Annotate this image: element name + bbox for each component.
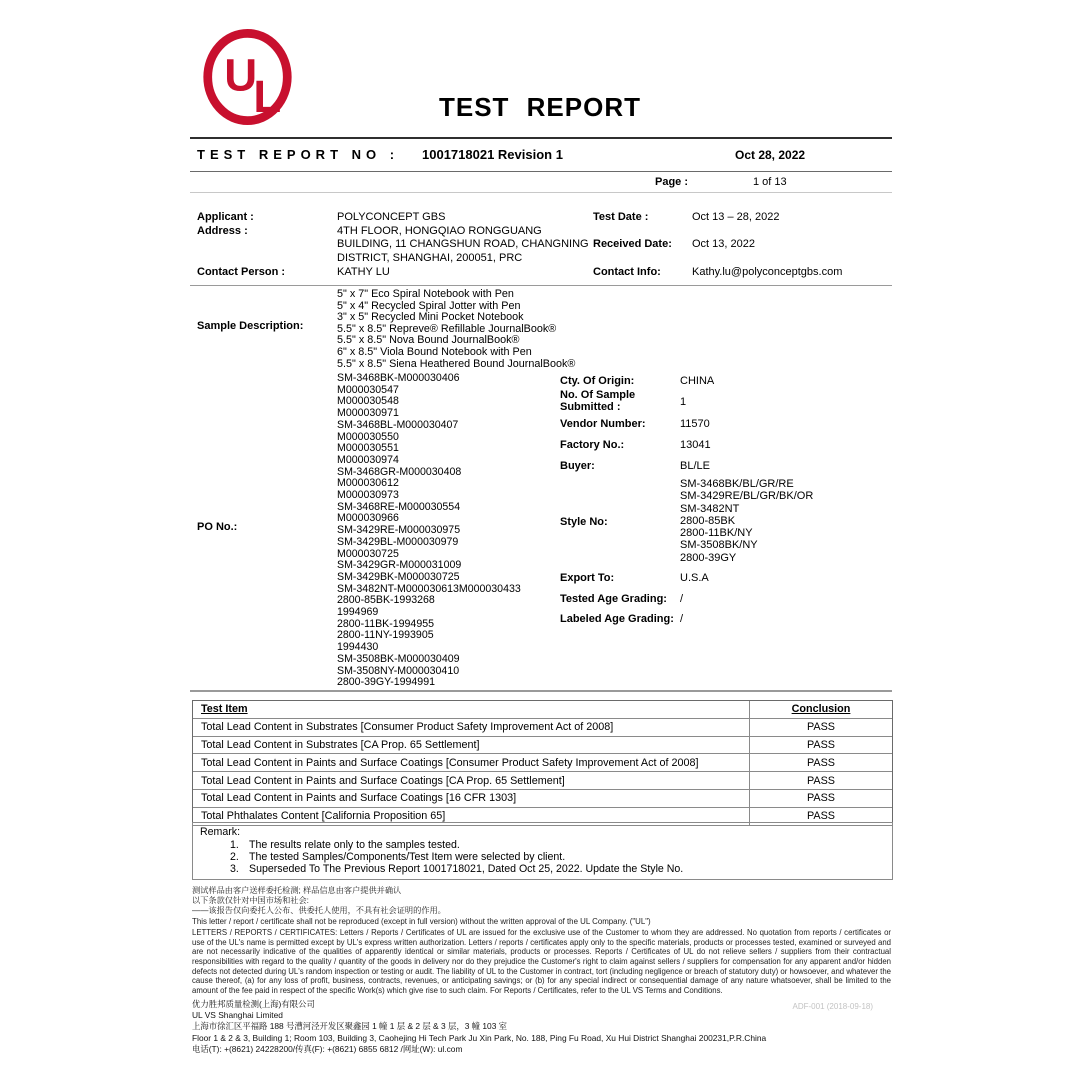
footer-section bbox=[192, 999, 891, 1055]
export-to-label: Export To: bbox=[560, 572, 615, 584]
labeled-age-grading-label: Labeled Age Grading: bbox=[560, 613, 674, 625]
disclaimer-cn-line2: 以下条款仅针对中国市场和社会: bbox=[192, 896, 309, 906]
sample-description-list bbox=[337, 289, 575, 370]
conclusion-cell: PASS bbox=[806, 756, 835, 769]
report-no-value: 1001718021 Revision 1 bbox=[422, 147, 563, 162]
po-number: SM-3429BL-M000030979 bbox=[337, 535, 459, 548]
style-no-value: 2800-11BK/NY bbox=[680, 527, 753, 540]
po-number: SM-3508NY-M000030410 bbox=[337, 664, 460, 677]
remark-item-number: 2. bbox=[230, 851, 239, 864]
remark-list bbox=[193, 839, 892, 875]
sample-description-line: 5.5" x 8.5" Siena Heathered Bound JournalBook® bbox=[337, 357, 576, 370]
footer-contact: 电话(T): +(8621) 24228200/传真(F): +(8621) 6855 6812 /网址(W): ul.com bbox=[192, 1043, 463, 1054]
table-row bbox=[193, 754, 892, 772]
results-table bbox=[192, 700, 893, 826]
buyer-value: BL/LE bbox=[680, 460, 710, 472]
applicant-info-section bbox=[190, 211, 892, 285]
factory-no-value: 13041 bbox=[680, 439, 711, 451]
style-no-value: 2800-39GY bbox=[680, 551, 737, 564]
factory-no-label: Factory No.: bbox=[560, 439, 625, 451]
conclusion-header: Conclusion bbox=[791, 703, 851, 716]
sample-description-line: 5.5" x 8.5" Nova Bound JournalBook® bbox=[337, 334, 520, 347]
remark-item-text: Superseded To The Previous Report 1001718021, Dated Oct 25, 2022. Update the Style No. bbox=[249, 863, 684, 876]
country-of-origin-value: CHINA bbox=[680, 375, 715, 387]
sample-description-line: 6" x 8.5" Viola Bound Notebook with Pen bbox=[337, 345, 532, 358]
contact-info-label: Contact Info: bbox=[593, 266, 661, 278]
disclaimer-en-line: This letter / report / certificate shall not be reproduced (except in full version) without the written approval of the UL Company. ("UL") bbox=[192, 916, 651, 926]
labeled-age-grading-value: / bbox=[680, 613, 684, 625]
test-date-label: Test Date : bbox=[593, 211, 649, 223]
style-no-list bbox=[680, 478, 813, 564]
po-number: M000030547 bbox=[337, 383, 399, 396]
po-number: SM-3508BK-M000030409 bbox=[337, 652, 460, 665]
table-row bbox=[193, 790, 892, 808]
po-number: SM-3468BK-M000030406 bbox=[337, 372, 460, 384]
results-table-body bbox=[193, 719, 892, 826]
po-number: M000030966 bbox=[337, 512, 399, 525]
export-to-value: U.S.A bbox=[680, 572, 709, 584]
tested-age-grading-value: / bbox=[680, 593, 684, 605]
contact-person-value: KATHY LU bbox=[337, 266, 390, 278]
style-no-value: 2800-85BK bbox=[680, 514, 736, 527]
sample-description-line: 5.5" x 8.5" Repreve® Refillable JournalBook® bbox=[337, 322, 557, 335]
remark-section bbox=[192, 822, 893, 880]
remark-label: Remark: bbox=[200, 826, 241, 838]
test-item-cell: Total Phthalates Content [California Proposition 65] bbox=[193, 808, 750, 825]
report-no-row bbox=[190, 147, 892, 167]
po-number: SM-3429GR-M000031009 bbox=[337, 559, 462, 572]
remark-item-number: 3. bbox=[230, 863, 239, 876]
conclusion-cell: PASS bbox=[806, 738, 835, 751]
sample-description-line: 5" x 7" Eco Spiral Notebook with Pen bbox=[337, 288, 514, 300]
table-row bbox=[193, 737, 892, 755]
po-number: M000030550 bbox=[337, 430, 399, 443]
po-number: M000030551 bbox=[337, 442, 399, 455]
test-item-cell: Total Lead Content in Paints and Surface Coatings [Consumer Product Safety Improvement Act of 2008] bbox=[193, 754, 750, 771]
po-number: 1994969 bbox=[337, 606, 379, 619]
po-number: M000030971 bbox=[337, 407, 399, 420]
divider bbox=[190, 690, 892, 692]
table-row bbox=[193, 719, 892, 737]
po-number: M000030612 bbox=[337, 477, 399, 490]
footer-address-cn: 上海市徐汇区平福路 188 号漕河泾开发区聚鑫园 1 幢 1 层 & 2 层 & 3 层，3 幢 103 室 bbox=[192, 1021, 508, 1032]
divider bbox=[190, 192, 892, 193]
style-no-value: SM-3482NT bbox=[680, 502, 740, 515]
test-item-cell: Total Lead Content in Substrates [CA Prop. 65 Settlement] bbox=[193, 737, 750, 754]
po-number: M000030725 bbox=[337, 547, 399, 560]
remark-item-number: 1. bbox=[230, 839, 239, 851]
svg-text:L: L bbox=[253, 70, 282, 122]
no-of-sample-value: 1 bbox=[680, 396, 687, 408]
sample-description-line: 5" x 4" Recycled Spiral Jotter with Pen bbox=[337, 299, 521, 312]
remark-item bbox=[230, 863, 892, 875]
divider bbox=[190, 137, 892, 139]
divider bbox=[190, 171, 892, 172]
contact-person-label: Contact Person : bbox=[197, 266, 286, 278]
svg-text:U: U bbox=[224, 49, 258, 101]
address-value: 4TH FLOOR, HONGQIAO RONGGUANG BUILDING, 11 CHANGSHUN ROAD, CHANGNING DISTRICT, SHANGHAI, 200051, PRC bbox=[337, 225, 589, 264]
form-code: ADF-001 (2018-09-18) bbox=[792, 1002, 873, 1011]
page-label: Page : bbox=[655, 176, 689, 188]
received-date-value: Oct 13, 2022 bbox=[692, 238, 755, 250]
vendor-number-value: 11570 bbox=[680, 418, 710, 430]
applicant-label: Applicant : bbox=[197, 211, 254, 223]
po-number: M000030548 bbox=[337, 395, 399, 408]
remark-item-text: The results relate only to the samples tested. bbox=[249, 839, 460, 851]
table-row bbox=[193, 772, 892, 790]
results-table-header bbox=[193, 701, 892, 719]
sample-description-line: 3" x 5" Recycled Mini Pocket Notebook bbox=[337, 311, 524, 324]
footer-address-en: Floor 1 & 2 & 3, Building 1; Room 103, Building 3, Caohejing Hi Tech Park Ju Xin Park, No. 188, Ping Fu Road, Xu Hui District Shanghai 200231,P.R.China bbox=[192, 1032, 767, 1043]
remark-item bbox=[230, 839, 892, 851]
report-date: Oct 28, 2022 bbox=[735, 148, 806, 162]
po-number: 2800-11NY-1993905 bbox=[337, 629, 434, 642]
conclusion-cell: PASS bbox=[806, 810, 835, 823]
test-item-cell: Total Lead Content in Paints and Surface Coatings [CA Prop. 65 Settlement] bbox=[193, 772, 750, 789]
footer-company-en: UL VS Shanghai Limited bbox=[192, 1010, 283, 1021]
po-number: 2800-85BK-1993268 bbox=[337, 594, 435, 607]
conclusion-cell: PASS bbox=[806, 721, 835, 734]
disclaimer-section bbox=[192, 886, 891, 996]
po-number: SM-3482NT-M000030613M000030433 bbox=[337, 582, 521, 595]
sample-description-section bbox=[190, 288, 892, 372]
buyer-label: Buyer: bbox=[560, 460, 595, 472]
test-item-cell: Total Lead Content in Paints and Surface Coatings [16 CFR 1303] bbox=[193, 790, 750, 807]
style-no-value: SM-3429RE/BL/GR/BK/OR bbox=[680, 490, 814, 503]
page-title: TEST REPORT bbox=[438, 92, 641, 122]
style-no-value: SM-3468BK/BL/GR/RE bbox=[680, 478, 794, 490]
divider bbox=[190, 285, 892, 286]
remark-item-text: The tested Samples/Components/Test Item were selected by client. bbox=[249, 851, 566, 864]
no-of-sample-label: No. Of Sample Submitted : bbox=[560, 389, 636, 413]
report-no-label: TEST REPORT NO : bbox=[197, 147, 400, 162]
remark-item bbox=[230, 851, 892, 863]
test-item-header: Test Item bbox=[201, 703, 248, 716]
country-of-origin-label: Cty. Of Origin: bbox=[560, 375, 635, 387]
sample-description-label: Sample Description: bbox=[197, 320, 304, 332]
address-label: Address : bbox=[197, 225, 248, 237]
received-date-label: Received Date: bbox=[593, 238, 672, 250]
conclusion-cell: PASS bbox=[806, 774, 835, 787]
disclaimer-cn-line1: 测试样品由客户送样委托检测; 样品信息由客户提供并确认 bbox=[192, 886, 402, 895]
po-number: M000030973 bbox=[337, 489, 399, 502]
po-details-section bbox=[190, 372, 892, 690]
po-no-label: PO No.: bbox=[197, 521, 238, 533]
tested-age-grading-label: Tested Age Grading: bbox=[560, 593, 667, 605]
style-no-value: SM-3508BK/NY bbox=[680, 539, 758, 552]
disclaimer-cn-line3: ——该报告仅向委托人公布、供委托人使用，不具有社会证明的作用。 bbox=[192, 906, 446, 916]
contact-info-value: Kathy.lu@polyconceptgbs.com bbox=[692, 266, 843, 278]
po-number: 1994430 bbox=[337, 641, 379, 654]
test-date-value: Oct 13 – 28, 2022 bbox=[692, 211, 780, 223]
page-value: 1 of 13 bbox=[753, 176, 787, 188]
style-no-label: Style No: bbox=[560, 516, 608, 528]
vendor-number-label: Vendor Number: bbox=[560, 418, 646, 430]
applicant-value: POLYCONCEPT GBS bbox=[337, 211, 446, 223]
po-number: M000030974 bbox=[337, 453, 399, 466]
po-number: SM-3429BK-M000030725 bbox=[337, 570, 460, 583]
po-number: 2800-11BK-1994955 bbox=[337, 617, 434, 630]
disclaimer-paragraph: LETTERS / REPORTS / CERTIFICATES: Letters / Reports / Certificates of UL are issued for the exclusive use of the Customer to whom they are addressed. No quotation from reports / certificates or use of the UL's name is permitted except by UL's express written authorization. Letters / reports / certificates apply only to the specific materials, products or processes tested, examined or surveyed and are not necessarily indicative of the qualities of apparently identical or similar materials, products or processes. Reports / Certificates of UL do not relieve sellers / suppliers from their contractual responsibilities with regard to the quality / quantity of the goods in delivery nor do they prejudice the Customer's right to claim against sellers / suppliers for compensation for any apparent and/or hidden defects not detected during UL's random inspection or testing or audit. The liability of UL to the Customer in contract, tort (including negligence or breach of statutory duty) or howsoever, and whatever the cause thereof, (a) for any loss of profit, business, contracts, revenues, or anticipating savings; or (b) for any special indirect or consequential damage of any nature whatsoever, shall be limited to the amount of the fee paid in respect of the specific Work(s) which give rise to such claim. For Reports / Certificates, refer to the UL VS Terms and Conditions. bbox=[192, 927, 891, 996]
conclusion-cell: PASS bbox=[806, 792, 835, 805]
po-number: SM-3468BL-M000030407 bbox=[337, 418, 459, 431]
footer-company-cn: 优力胜邦质量检测(上海)有限公司 bbox=[192, 999, 315, 1009]
po-number: 2800-39GY-1994991 bbox=[337, 676, 435, 689]
po-number-list bbox=[337, 373, 521, 689]
po-number: SM-3468RE-M000030554 bbox=[337, 500, 461, 513]
po-number: SM-3429RE-M000030975 bbox=[337, 524, 461, 537]
po-number: SM-3468GR-M000030408 bbox=[337, 465, 462, 478]
page-number-row bbox=[190, 176, 892, 190]
test-item-cell: Total Lead Content in Substrates [Consumer Product Safety Improvement Act of 2008] bbox=[193, 719, 750, 736]
